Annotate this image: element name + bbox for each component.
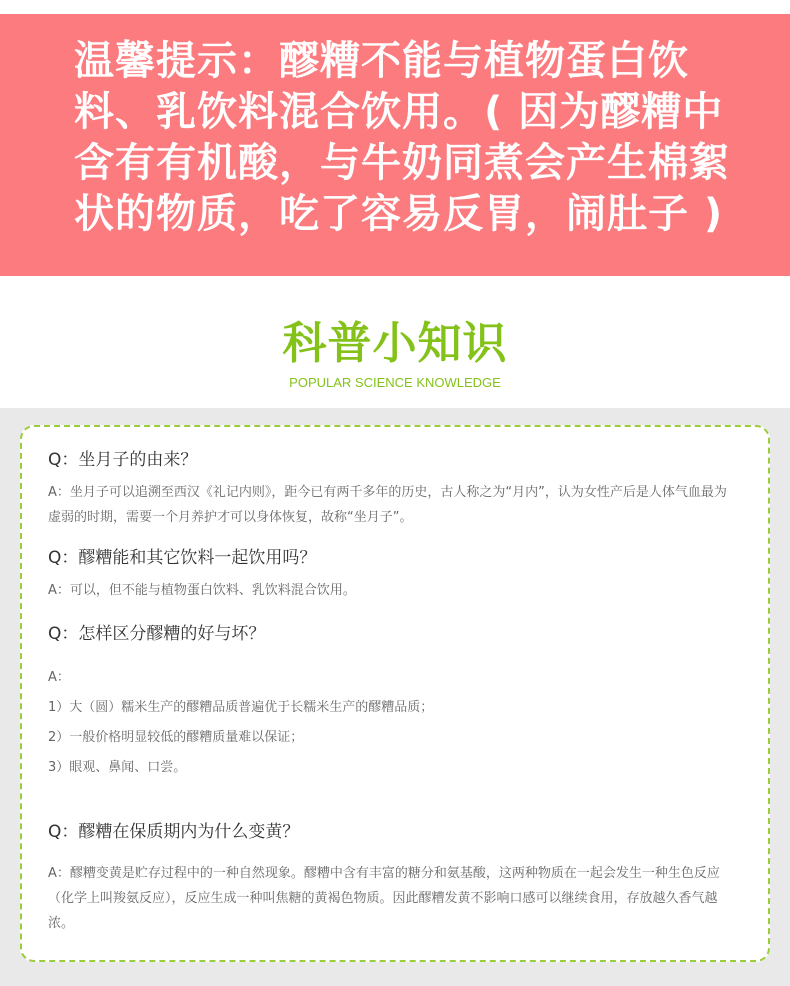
section-title: 科普小知识: [282, 318, 508, 369]
qa-item-yellowing: [48, 820, 738, 936]
question: Q：坐月子的由来？: [48, 450, 198, 470]
qa-item-quality: [48, 622, 738, 783]
answer-line: 3）眼观、鼻闻、口尝。: [48, 760, 187, 775]
answer-line: 1）大（圆）糯米生产的醪糟品质普遍优于长糯米生产的醪糟品质；: [48, 700, 434, 715]
answer: A：坐月子可以追溯至西汉《礼记内则》，距今已有两千多年的历史，古人称之为“月内”，认为女性产后是人体气血最为虚弱的时期，需要一个月养护才可以身体恢复，故称“坐月子”。: [48, 485, 727, 525]
answer-line: A：: [48, 670, 70, 685]
question: Q：醪糟在保质期内为什么变黄？: [48, 822, 300, 842]
qa-item-origin: [48, 448, 738, 530]
answer-line: 2）一般价格明显较低的醪糟质量难以保证；: [48, 730, 304, 745]
section-subtitle: POPULAR SCIENCE KNOWLEDGE: [289, 375, 501, 390]
question: Q：怎样区分醪糟的好与坏？: [48, 624, 266, 644]
warning-banner: [0, 14, 790, 276]
question: Q：醪糟能和其它饮料一起饮用吗？: [48, 548, 317, 568]
qa-item-mixing: [48, 546, 738, 603]
answer: A：可以，但不能与植物蛋白饮料、乳饮料混合饮用。: [48, 583, 356, 598]
answer: A：醪糟变黄是贮存过程中的一种自然现象。醪糟中含有丰富的糖分和氨基酸，这两种物质在一起会发生一种生色反应（化学上叫羧氨反应），反应生成一种叫焦糖的黄褐色物质。因此醪糟发黄不影响口感可以继续食用，存放越久香气越浓。: [48, 866, 720, 931]
warning-text: 温馨提示：醪糟不能与植物蛋白饮料、乳饮料混合饮用。( 因为醪糟中含有有机酸，与牛奶同煮会产生棉絮状的物质，吃了容易反胃，闹肚子 ): [74, 38, 730, 237]
